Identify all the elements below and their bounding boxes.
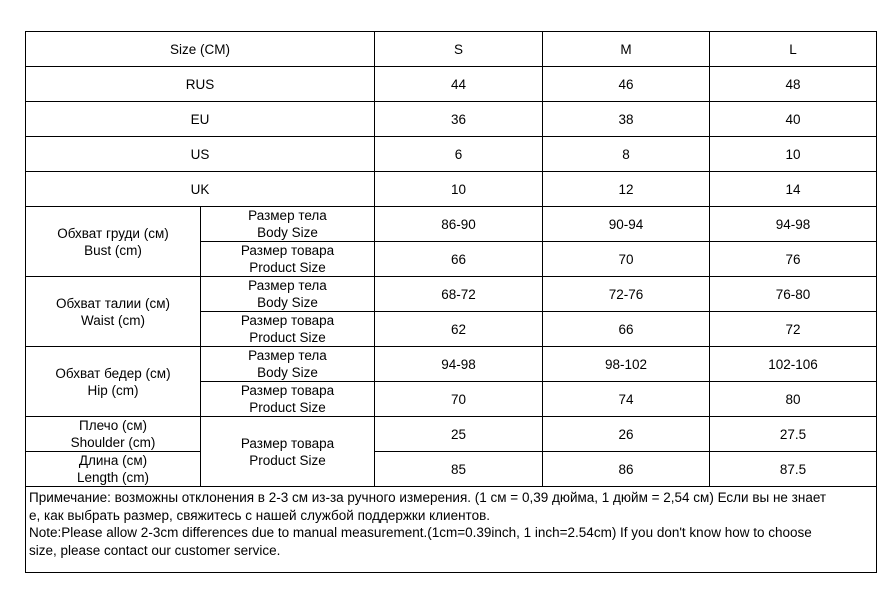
table-cell: 70 xyxy=(375,382,543,417)
label-en: Body Size xyxy=(257,365,318,380)
product-size-label xyxy=(201,242,375,277)
table-cell: 62 xyxy=(375,312,543,347)
label-ru: Размер товара xyxy=(240,383,335,398)
label-ru: Размер товара xyxy=(240,313,335,328)
row-label: US xyxy=(26,137,375,172)
table-cell: 36 xyxy=(375,102,543,137)
hip-body-row xyxy=(26,347,877,382)
product-size-label xyxy=(201,382,375,417)
table-cell: 38 xyxy=(543,102,710,137)
table-cell: 14 xyxy=(710,172,877,207)
measurement-note xyxy=(26,487,877,573)
eu-row xyxy=(26,102,877,137)
table-cell: 94-98 xyxy=(710,207,877,242)
table-cell: 86-90 xyxy=(375,207,543,242)
table-cell: 44 xyxy=(375,67,543,102)
label-en: Length (cm) xyxy=(76,470,150,485)
table-cell: 68-72 xyxy=(375,277,543,312)
length-label xyxy=(26,452,201,487)
label-ru: Размер тела xyxy=(248,278,327,293)
table-cell: 72-76 xyxy=(543,277,710,312)
table-cell: 80 xyxy=(710,382,877,417)
note-en-line1: Note:Please allow 2-3cm differences due to manual measurement.(1cm=0.39inch, 1 inch=2.54cm) If you don't know how to choose xyxy=(29,525,812,540)
table-cell: 74 xyxy=(543,382,710,417)
table-cell: 90-94 xyxy=(543,207,710,242)
table-cell: 8 xyxy=(543,137,710,172)
label-ru: Размер тела xyxy=(248,208,327,223)
note-row xyxy=(26,487,877,573)
table-cell: 46 xyxy=(543,67,710,102)
row-label: RUS xyxy=(26,67,375,102)
label-en: Waist (cm) xyxy=(81,312,145,328)
label-en: Product Size xyxy=(249,400,326,415)
table-cell: 76-80 xyxy=(710,277,877,312)
note-ru-line1: Примечание: возможны отклонения в 2-3 см из-за ручного измерения. (1 см = 0,39 дюйма, 1 дюйм = 2,54 см) Если вы не знает xyxy=(29,490,827,505)
table-cell: 26 xyxy=(543,417,710,452)
table-cell: 25 xyxy=(375,417,543,452)
row-label: EU xyxy=(26,102,375,137)
label-ru: Размер товара xyxy=(240,243,335,258)
rus-row xyxy=(26,67,877,102)
table-cell: 66 xyxy=(543,312,710,347)
waist-body-row xyxy=(26,277,877,312)
table-cell: 76 xyxy=(710,242,877,277)
table-cell: 27.5 xyxy=(710,417,877,452)
table-cell: 10 xyxy=(375,172,543,207)
label-en: Product Size xyxy=(249,330,326,345)
product-size-label xyxy=(201,312,375,347)
label-en: Shoulder (cm) xyxy=(70,435,156,450)
note-en-line2: size, please contact our customer service. xyxy=(29,542,281,558)
size-cm-header: Size (CM) xyxy=(26,32,375,67)
size-chart-table xyxy=(25,31,877,573)
header-row xyxy=(26,32,877,67)
label-en: Product Size xyxy=(249,452,326,468)
uk-row xyxy=(26,172,877,207)
table-cell: 94-98 xyxy=(375,347,543,382)
size-l-header: L xyxy=(710,32,877,67)
shoulder-row xyxy=(26,417,877,452)
label-ru: Обхват груди (см) xyxy=(57,225,169,241)
label-ru: Обхват бедер (см) xyxy=(55,365,171,381)
product-size-label xyxy=(201,417,375,487)
table-cell: 85 xyxy=(375,452,543,487)
us-row xyxy=(26,137,877,172)
table-cell: 66 xyxy=(375,242,543,277)
table-cell: 86 xyxy=(543,452,710,487)
label-ru: Размер тела xyxy=(248,348,327,363)
note-ru-line2: е, как выбрать размер, свяжитесь с нашей службой поддержки клиентов. xyxy=(29,507,491,523)
table-cell: 72 xyxy=(710,312,877,347)
table-cell: 6 xyxy=(375,137,543,172)
label-en: Bust (cm) xyxy=(84,242,142,258)
body-size-label xyxy=(201,347,375,382)
body-size-label xyxy=(201,277,375,312)
table-cell: 102-106 xyxy=(710,347,877,382)
label-ru: Обхват талии (см) xyxy=(56,295,170,311)
table-cell: 70 xyxy=(543,242,710,277)
length-row xyxy=(26,452,877,487)
label-en: Body Size xyxy=(257,225,318,240)
table-cell: 98-102 xyxy=(543,347,710,382)
table-cell: 40 xyxy=(710,102,877,137)
table-cell: 48 xyxy=(710,67,877,102)
bust-body-row xyxy=(26,207,877,242)
size-s-header: S xyxy=(375,32,543,67)
size-m-header: M xyxy=(543,32,710,67)
label-en: Body Size xyxy=(257,295,318,310)
bust-label xyxy=(26,207,201,277)
table-cell: 10 xyxy=(710,137,877,172)
label-ru: Длина (см) xyxy=(78,453,148,468)
label-ru: Плечо (см) xyxy=(79,418,147,433)
table-cell: 12 xyxy=(543,172,710,207)
row-label: UK xyxy=(26,172,375,207)
label-en: Product Size xyxy=(249,260,326,275)
table-cell: 87.5 xyxy=(710,452,877,487)
shoulder-label xyxy=(26,417,201,452)
body-size-label xyxy=(201,207,375,242)
label-en: Hip (cm) xyxy=(87,382,139,398)
label-ru: Размер товара xyxy=(240,435,335,451)
waist-label xyxy=(26,277,201,347)
hip-label xyxy=(26,347,201,417)
